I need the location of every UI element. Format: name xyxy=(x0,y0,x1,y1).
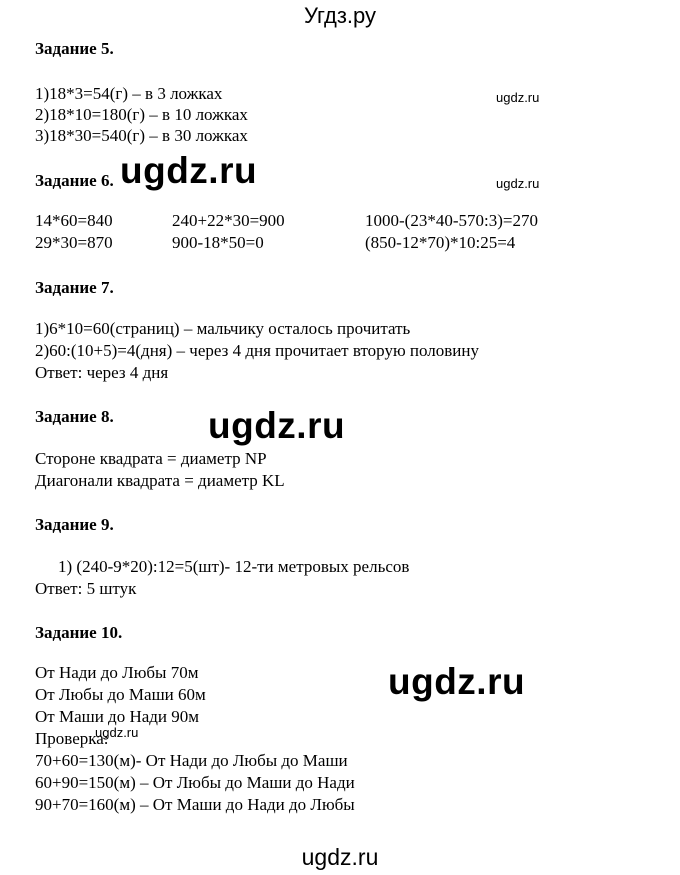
watermark-small: ugdz.ru xyxy=(496,176,540,191)
task-7-line-1: 1)6*10=60(страниц) – мальчику осталось прочитать xyxy=(35,319,411,338)
task-5-line-2: 2)18*10=180(г) – в 10 ложках xyxy=(35,105,248,124)
task-5-line-3: 3)18*30=540(г) – в 30 ложках xyxy=(35,126,248,145)
task-9-heading: Задание 9. xyxy=(35,515,114,534)
task-10-check-label: Проверка: xyxy=(35,729,109,748)
watermark-large: ugdz.ru xyxy=(208,405,346,446)
watermark-large: ugdz.ru xyxy=(120,150,258,191)
watermark-small: ugdz.ru xyxy=(496,90,540,105)
task-10-heading: Задание 10. xyxy=(35,623,123,642)
task-9-line-1: 1) (240-9*20):12=5(шт)- 12-ти метровых рельсов xyxy=(58,557,410,576)
task-7-answer: Ответ: через 4 дня xyxy=(35,363,169,382)
task-6-cell: 900-18*50=0 xyxy=(172,233,264,252)
task-5-line-1: 1)18*3=54(г) – в 3 ложках xyxy=(35,84,223,103)
task-9-answer: Ответ: 5 штук xyxy=(35,579,137,598)
task-10-line-6: 60+90=150(м) – От Любы до Маши до Нади xyxy=(35,773,355,792)
task-6-cell: (850-12*70)*10:25=4 xyxy=(365,233,516,252)
watermark-small: ugdz.ru xyxy=(95,725,139,740)
task-6-heading: Задание 6. xyxy=(35,171,114,190)
task-7-heading: Задание 7. xyxy=(35,278,114,297)
task-8-line-1: Стороне квадрата = диаметр NP xyxy=(35,449,267,468)
task-7-line-2: 2)60:(10+5)=4(дня) – через 4 дня прочитает вторую половину xyxy=(35,341,479,360)
task-10-line-5: 70+60=130(м)- От Нади до Любы до Маши xyxy=(35,751,348,770)
task-10-line-2: От Любы до Маши 60м xyxy=(35,685,206,704)
task-6-cell: 240+22*30=900 xyxy=(172,211,285,230)
task-10-line-7: 90+70=160(м) – От Маши до Нади до Любы xyxy=(35,795,355,814)
task-6-cell: 14*60=840 xyxy=(35,211,113,230)
task-6-cell: 1000-(23*40-570:3)=270 xyxy=(365,211,538,230)
task-10-line-3: От Маши до Нади 90м xyxy=(35,707,200,726)
footer-watermark: ugdz.ru xyxy=(301,844,379,870)
watermark-large: ugdz.ru xyxy=(388,661,526,702)
task-10-line-1: От Нади до Любы 70м xyxy=(35,663,199,682)
task-6-cell: 29*30=870 xyxy=(35,233,113,252)
site-title: Угдз.ру xyxy=(303,3,377,28)
task-8-line-2: Диагонали квадрата = диаметр KL xyxy=(35,471,285,490)
task-5-heading: Задание 5. xyxy=(35,39,114,58)
task-8-heading: Задание 8. xyxy=(35,407,114,426)
